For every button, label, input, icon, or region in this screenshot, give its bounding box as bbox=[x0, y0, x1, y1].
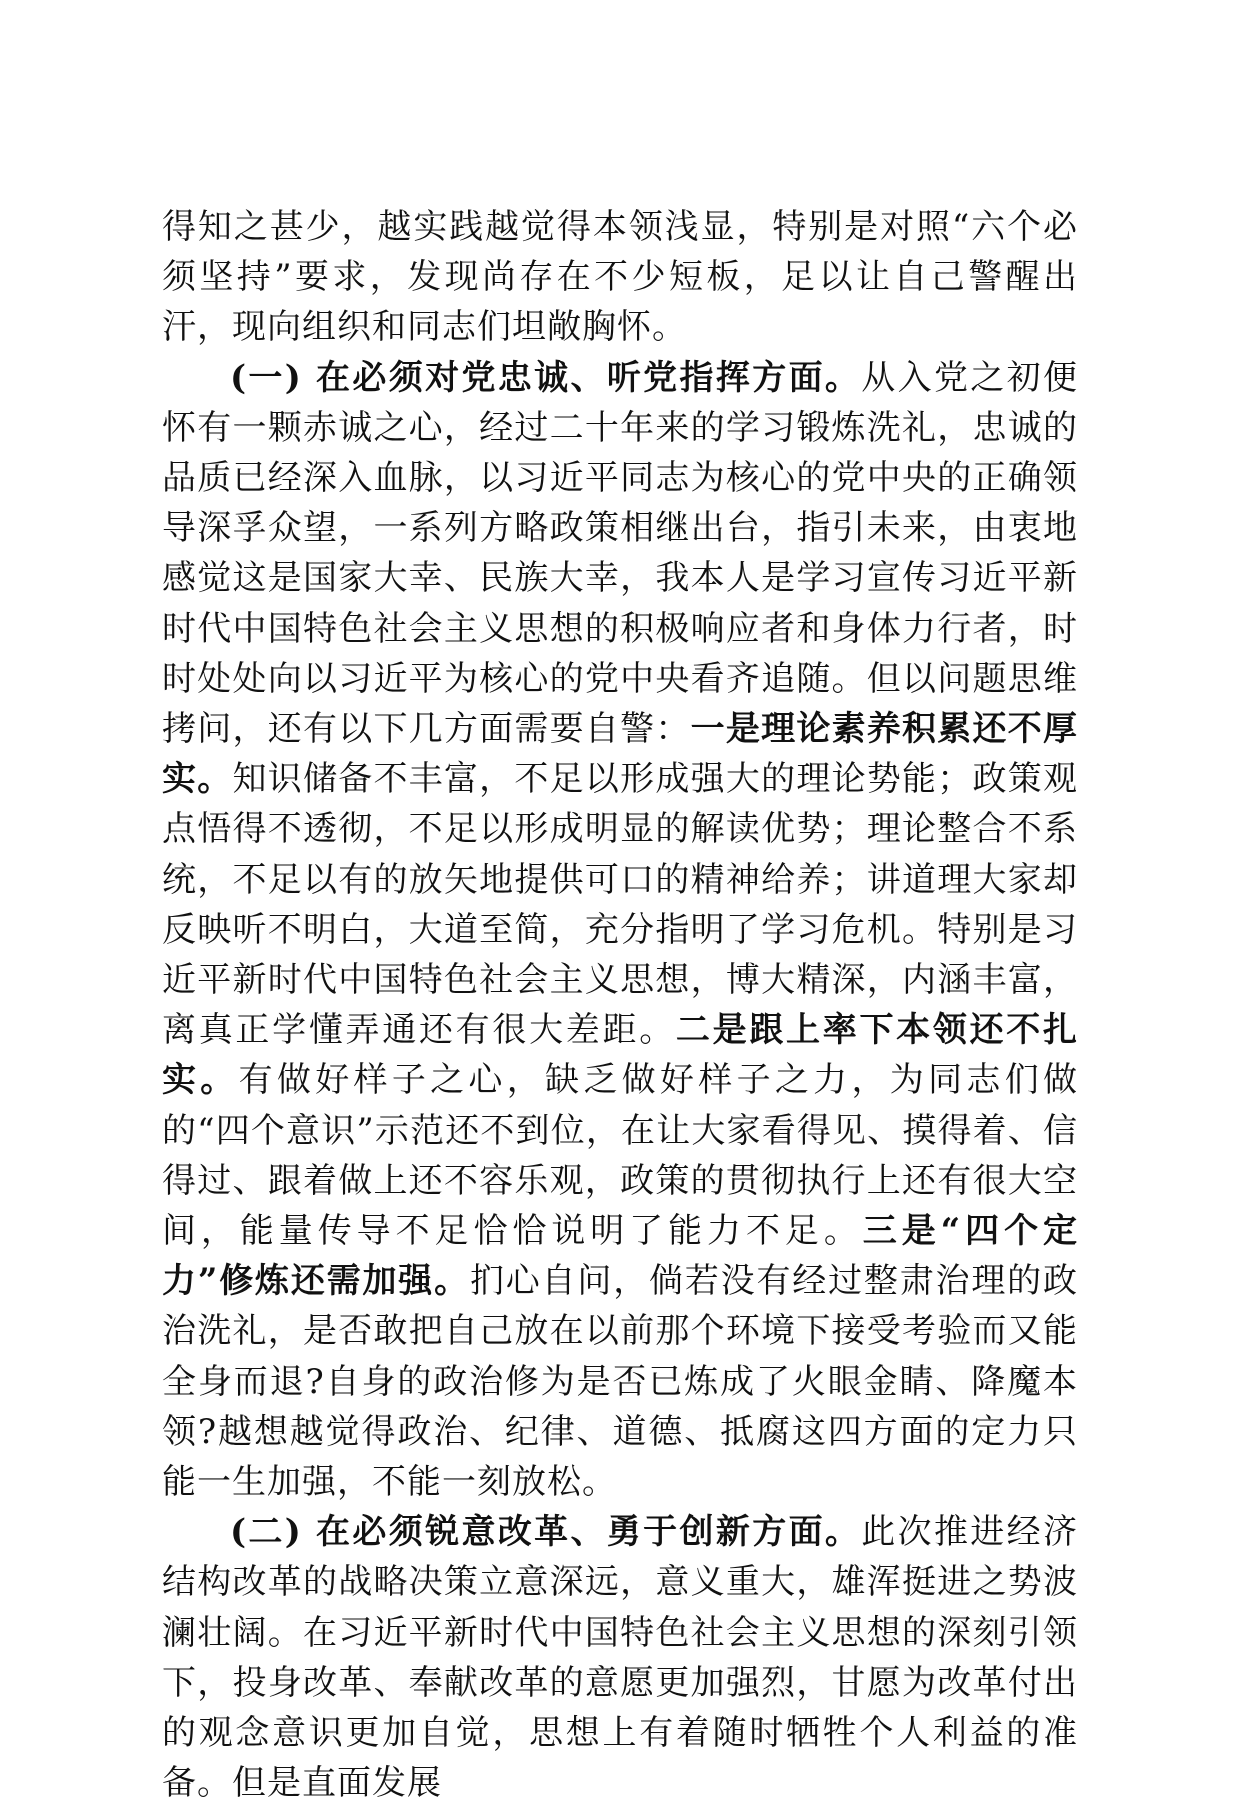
section-two-body: 此次推进经济结构改革的战略决策立意深远，意义重大，雄浑挺进之势波澜壮阔。在习近平新时代中国特色社会主义思想的深刻引领下，投身改革、奉献改革的意愿更加强烈，甘愿为改革付出的观念意识更加自觉，思想上有着随时牺牲个人利益的准备。但是直面发展 bbox=[162, 1512, 1079, 1804]
section-one-body: 从入党之初便怀有一颗赤诚之心，经过二十年来的学习锻炼洗礼，忠诚的品质已经深入血脉，以习近平同志为核心的党中央的正确领导深孚众望，一系列方略政策相继出台，指引未来，由衷地感觉这是国家大幸、民族大幸，我本人是学习宣传习近平新时代中国特色社会主义思想的积极响应者和身体力行者，时时处处向以习近平为核心的党中央看齐追随。但以问题思维拷问，还有以下几方面需要自警： bbox=[162, 357, 1079, 750]
section-two-heading: (二) 在必须锐意改革、勇于创新方面。 bbox=[230, 1512, 862, 1553]
paragraph-section-one bbox=[162, 353, 1078, 1508]
paragraph-section-two bbox=[162, 1507, 1078, 1808]
point-three-heading: 三是“四个定力”修炼还需加强。 bbox=[162, 1211, 1078, 1302]
point-one-heading: 一是理论素养积累还不厚实。 bbox=[162, 709, 1079, 800]
point-two-heading: 二是跟上率下本领还不扎实。 bbox=[162, 1010, 1079, 1101]
section-one-heading: (一) 在必须对党忠诚、听党指挥方面。 bbox=[230, 357, 862, 398]
document-page bbox=[162, 202, 1078, 1809]
paragraph-intro-continuation bbox=[162, 202, 1078, 353]
paragraph-text: 得知之甚少，越实践越觉得本领浅显，特别是对照“六个必须坚持”要求，发现尚存在不少短板，足以让自己警醒出汗，现向组织和同志们坦敞胸怀。 bbox=[162, 207, 1078, 348]
point-three-body: 扪心自问，倘若没有经过整肃治理的政治洗礼，是否敢把自己放在以前那个环境下接受考验而又能全身而退?自身的政治修为是否已炼成了火眼金睛、降魔本领?越想越觉得政治、纪律、道德、抵腐这四方面的定力只能一生加强，不能一刻放松。 bbox=[162, 1261, 1079, 1503]
point-one-body: 知识储备不丰富，不足以形成强大的理论势能；政策观点悟得不透彻，不足以形成明显的解读优势；理论整合不系统，不足以有的放矢地提供可口的精神给养；讲道理大家却反映听不明白，大道至简，充分指明了学习危机。特别是习近平新时代中国特色社会主义思想，博大精深，内涵丰富，离真正学懂弄通还有很大差距。 bbox=[162, 759, 1079, 1051]
point-two-body: 有做好样子之心，缺乏做好样子之力，为同志们做的“四个意识”示范还不到位，在让大家看得见、摸得着、信得过、跟着做上还不容乐观，政策的贯彻执行上还有很大空间，能量传导不足恰恰说明了能力不足。 bbox=[162, 1060, 1078, 1252]
